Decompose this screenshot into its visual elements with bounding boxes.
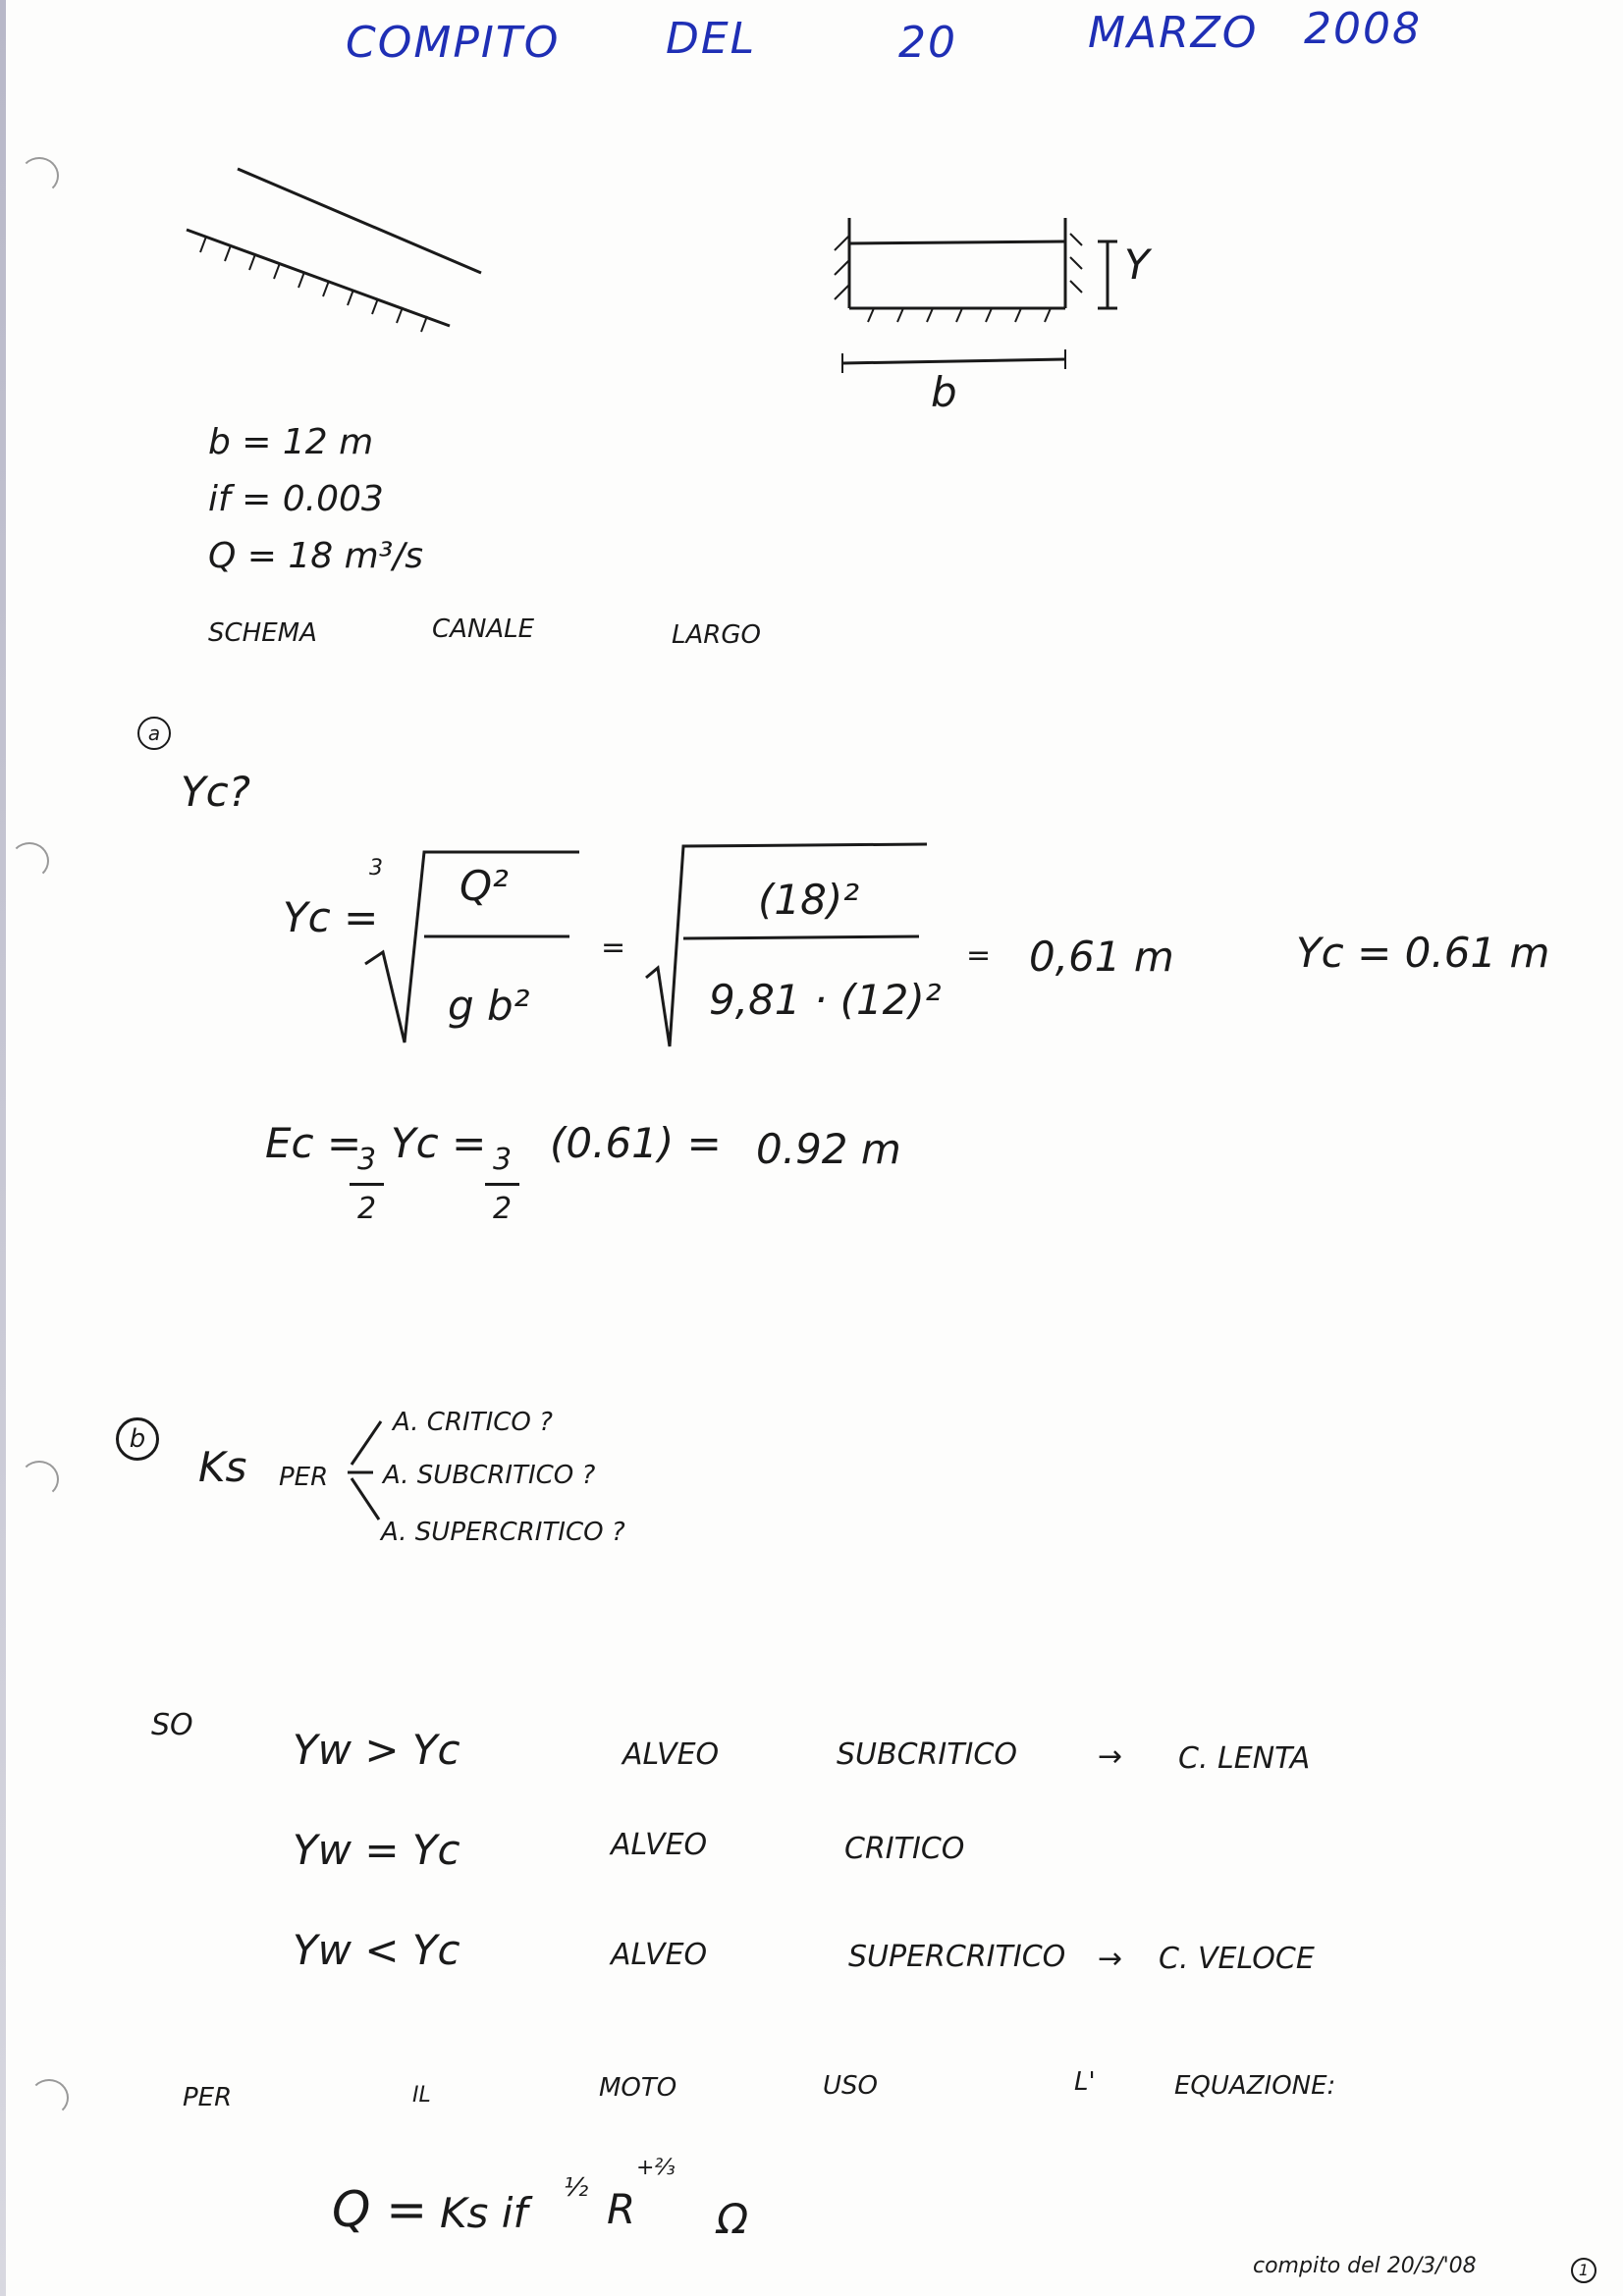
- title-word-day: 20: [898, 18, 957, 68]
- scan-edge: [0, 0, 6, 2296]
- binder-hole: [20, 1461, 59, 1498]
- formula-denominator: g b²: [448, 982, 530, 1030]
- section-width-label: b: [931, 368, 957, 416]
- case-1-result: C. LENTA: [1178, 1741, 1311, 1776]
- title-word-month: MARZO: [1088, 8, 1259, 58]
- part-a-question: Yc?: [181, 768, 251, 816]
- cube-root-index: 3: [369, 856, 383, 881]
- case-3-result: C. VELOCE: [1159, 1942, 1315, 1976]
- manning-exp-r: +⅔: [636, 2156, 676, 2180]
- motion-word-uso: USO: [823, 2071, 878, 2101]
- title-word-compito: COMPITO: [346, 18, 561, 68]
- square-root-sign: [644, 840, 939, 1056]
- yc-result-final: Yc = 0.61 m: [1296, 929, 1550, 977]
- part-b-marker: b: [116, 1417, 159, 1461]
- ec-fraction-2-num: 3: [485, 1143, 519, 1186]
- motion-word-equazione: EQUAZIONE:: [1174, 2071, 1336, 2101]
- option-supercritico: A. SUPERCRITICO ?: [381, 1518, 625, 1547]
- motion-word-per: PER: [183, 2083, 233, 2112]
- yc-result: 0,61 m: [1029, 933, 1174, 981]
- ec-fraction-2: [485, 1143, 519, 1226]
- page-number: 1: [1571, 2258, 1596, 2283]
- ec-paren: (0.61) =: [550, 1119, 722, 1167]
- motion-word-il: IL: [412, 2083, 431, 2108]
- yc-label: Yc =: [283, 893, 379, 941]
- manning-exp-if: ½: [564, 2173, 589, 2203]
- manning-omega: Ω: [717, 2195, 749, 2243]
- case-3-arrow: →: [1098, 1942, 1123, 1976]
- part-a-marker: a: [137, 717, 171, 750]
- scheme-word-schema: SCHEMA: [208, 618, 317, 648]
- manning-lhs: Q =: [332, 2181, 428, 2238]
- substitution-denominator: 9,81 · (12)²: [709, 976, 942, 1024]
- title-word-del: DEL: [666, 14, 757, 64]
- ks-label: Ks: [198, 1443, 247, 1491]
- case-2-type: CRITICO: [844, 1832, 965, 1866]
- ec-fraction-2-den: 2: [493, 1192, 513, 1226]
- case-2-alveo: ALVEO: [611, 1828, 708, 1862]
- case-1-arrow: →: [1098, 1739, 1123, 1774]
- given-b: b = 12 m: [208, 422, 374, 462]
- motion-word-moto: MOTO: [599, 2073, 677, 2103]
- manning-r: R: [607, 2185, 636, 2233]
- ec-fraction-1: [350, 1143, 384, 1226]
- motion-word-l: L': [1074, 2067, 1096, 2097]
- case-2-condition: Yw = Yc: [293, 1826, 460, 1874]
- case-3-condition: Yw < Yc: [293, 1926, 460, 1974]
- per-label: PER: [279, 1463, 329, 1492]
- ec-mid: Yc =: [391, 1119, 487, 1167]
- case-1-type: SUBCRITICO: [837, 1737, 1017, 1772]
- equals-1: =: [601, 931, 626, 965]
- scheme-word-canale: CANALE: [432, 614, 535, 644]
- substitution-numerator: (18)²: [758, 876, 860, 924]
- formula-numerator: Q²: [460, 862, 509, 910]
- so-label: SO: [151, 1708, 193, 1742]
- section-depth-label: Y: [1124, 240, 1150, 289]
- case-1-alveo: ALVEO: [622, 1737, 720, 1772]
- equals-2: =: [966, 938, 992, 973]
- case-3-alveo: ALVEO: [611, 1938, 708, 1972]
- channel-profile-sketch: [177, 157, 491, 353]
- scheme-word-largo: LARGO: [672, 620, 761, 650]
- footer-note: compito del 20/3/'08: [1253, 2254, 1477, 2278]
- ec-lhs: Ec =: [265, 1119, 362, 1167]
- option-critico: A. CRITICO ?: [393, 1408, 553, 1437]
- manning-ks-if: Ks if: [440, 2189, 528, 2237]
- ec-result: 0.92 m: [756, 1125, 901, 1173]
- given-q: Q = 18 m³/s: [208, 536, 424, 576]
- cross-section-sketch: [825, 206, 1159, 393]
- case-3-type: SUPERCRITICO: [848, 1940, 1066, 1974]
- ec-fraction-1-den: 2: [357, 1192, 377, 1226]
- title-word-year: 2008: [1304, 4, 1422, 54]
- option-subcritico: A. SUBCRITICO ?: [383, 1461, 596, 1490]
- binder-hole: [29, 2079, 69, 2116]
- ec-fraction-1-num: 3: [350, 1143, 384, 1186]
- given-if: if = 0.003: [208, 479, 384, 519]
- binder-hole: [20, 157, 59, 194]
- case-1-condition: Yw > Yc: [293, 1726, 460, 1774]
- binder-hole: [10, 842, 49, 880]
